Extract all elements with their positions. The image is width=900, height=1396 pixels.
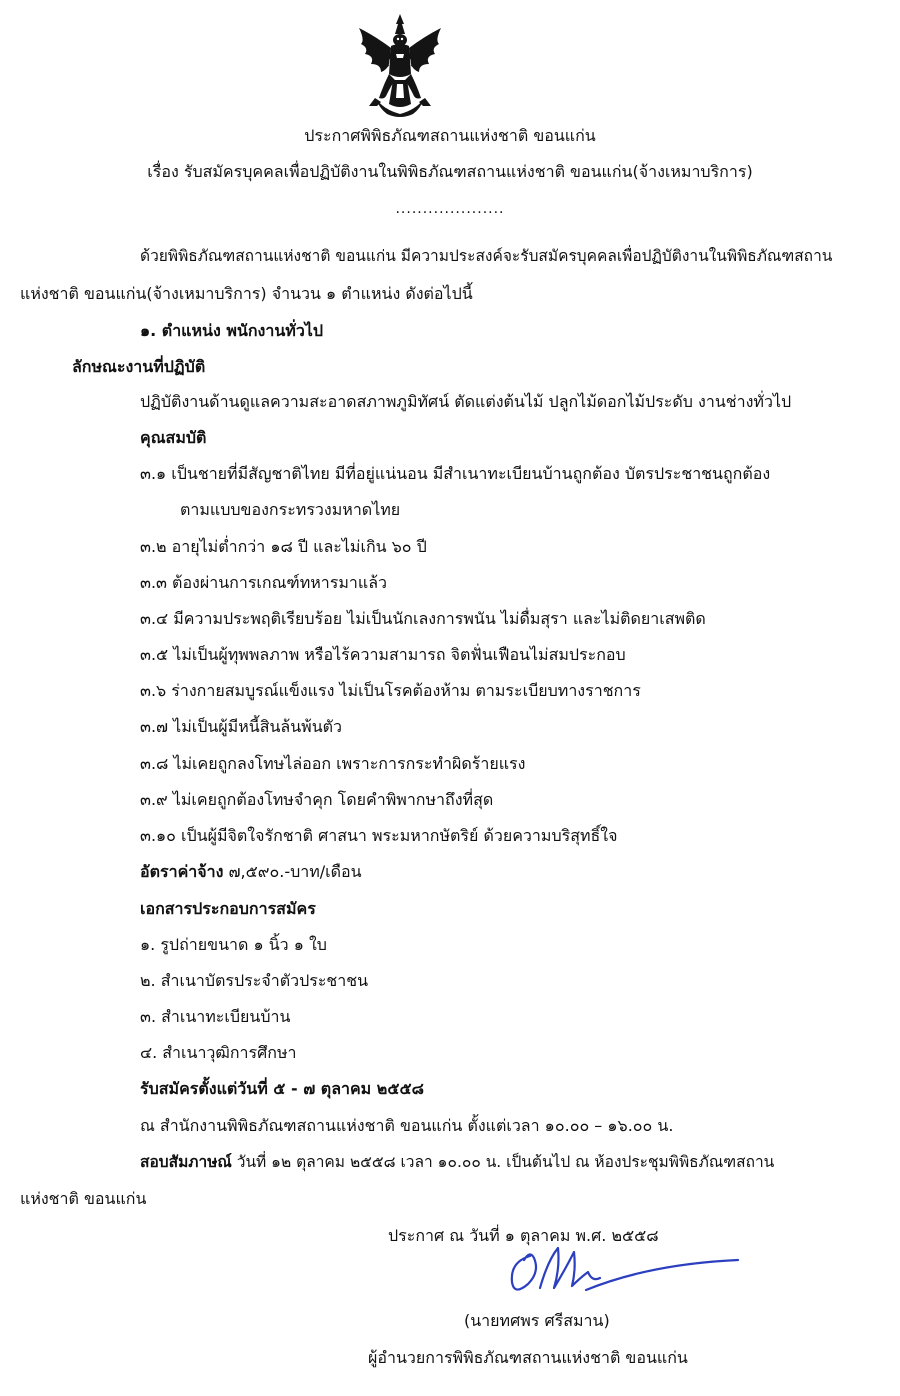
document-item: ๒. สำเนาบัตรประจำตัวประชาชน <box>140 971 369 990</box>
documents-heading: เอกสารประกอบการสมัคร <box>140 899 316 918</box>
position-label: ๑. ตำแหน่ง พนักงานทั่วไป <box>140 321 323 340</box>
qualification-item: ๓.๕ ไม่เป็นผู้ทุพพลภาพ หรือไร้ความสามารถ จิตฟั่นเฟือนไม่สมประกอบ <box>140 645 626 664</box>
document-item: ๑. รูปถ่ายขนาด ๑ นิ้ว ๑ ใบ <box>140 935 327 954</box>
qualification-item: ๓.๑๐ เป็นผู้มีจิตใจรักชาติ ศาสนา พระมหากษัตริย์ ด้วยความบริสุทธิ์ใจ <box>140 826 618 845</box>
garuda-emblem-icon <box>355 14 445 120</box>
announcement-date: ประกาศ ณ วันที่ ๑ ตุลาคม พ.ศ. ๒๕๕๘ <box>388 1226 659 1245</box>
interview-text: วันที่ ๑๒ ตุลาคม ๒๕๕๘ เวลา ๑๐.๐๐ น. เป็นต้นไป ณ ห้องประชุมพิพิธภัณฑสถาน <box>231 1153 775 1171</box>
wage-line <box>140 862 362 882</box>
qualification-item: ๓.๑ เป็นชายที่มีสัญชาติไทย มีที่อยู่แน่นอน มีสำเนาทะเบียนบ้านถูกต้อง บัตรประชาชนถูกต้อง <box>140 464 771 483</box>
interview-label: สอบสัมภาษณ์ <box>140 1153 232 1171</box>
header-separator: .................... <box>395 201 505 217</box>
signer-name: (นายทศพร ศรีสมาน) <box>464 1311 610 1330</box>
qualification-item: ๓.๗ ไม่เป็นผู้มีหนี้สินล้นพ้นตัว <box>140 717 343 736</box>
announcement-subject: เรื่อง รับสมัครบุคคลเพื่อปฏิบัติงานในพิพิธภัณฑสถานแห่งชาติ ขอนแก่น(จ้างเหมาบริการ) <box>147 162 753 181</box>
qualification-item: ๓.๖ ร่างกายสมบูรณ์แข็งแรง ไม่เป็นโรคต้องห้าม ตามระเบียบทางราชการ <box>140 681 641 700</box>
qualification-item: ๓.๔ มีความประพฤติเรียบร้อย ไม่เป็นนักเลงการพนัน ไม่ดื่มสุรา และไม่ติดยาเสพติด <box>140 609 706 628</box>
signature-image <box>500 1238 745 1302</box>
wage-value: ๗,๕๙๐.-บาท/เดือน <box>223 862 362 881</box>
wage-label: อัตราค่าจ้าง <box>140 862 224 881</box>
qualification-item: ๓.๙ ไม่เคยถูกต้องโทษจำคุก โดยคำพิพากษาถึงที่สุด <box>140 790 494 809</box>
qualification-item: ๓.๘ ไม่เคยถูกลงโทษไล่ออก เพราะการกระทำผิดร้ายแรง <box>140 754 526 773</box>
duties-text: ปฏิบัติงานด้านดูแลความสะอาดสภาพภูมิทัศน์ ตัดแต่งต้นไม้ ปลูกไม้ดอกไม้ประดับ งานช่างทั่วไป <box>140 392 792 411</box>
interview-line <box>140 1152 774 1172</box>
document-item: ๔. สำเนาวุฒิการศึกษา <box>140 1043 297 1062</box>
qualification-item: ๓.๒ อายุไม่ต่ำกว่า ๑๘ ปี และไม่เกิน ๖๐ ปี <box>140 537 427 556</box>
announcement-title: ประกาศพิพิธภัณฑสถานแห่งชาติ ขอนแก่น <box>304 126 596 145</box>
duties-heading: ลักษณะงานที่ปฏิบัติ <box>72 357 206 376</box>
intro-line-1: ด้วยพิพิธภัณฑสถานแห่งชาติ ขอนแก่น มีความประสงค์จะรับสมัครบุคคลเพื่อปฏิบัติงานในพิพิธภัณฑสถาน <box>140 247 833 265</box>
signer-role: ผู้อำนวยการพิพิธภัณฑสถานแห่งชาติ ขอนแก่น <box>368 1348 688 1367</box>
qualification-item: ๓.๓ ต้องผ่านการเกณฑ์ทหารมาแล้ว <box>140 573 388 592</box>
qualification-item-cont: ตามแบบของกระทรวงมหาดไทย <box>180 500 401 519</box>
intro-line-2: แห่งชาติ ขอนแก่น(จ้างเหมาบริการ) จำนวน ๑ ตำแหน่ง ดังต่อไปนี้ <box>20 284 473 303</box>
application-heading: รับสมัครตั้งแต่วันที่ ๕ - ๗ ตุลาคม ๒๕๕๘ <box>140 1079 424 1098</box>
interview-line-cont: แห่งชาติ ขอนแก่น <box>20 1189 147 1208</box>
document-item: ๓. สำเนาทะเบียนบ้าน <box>140 1007 291 1026</box>
application-location: ณ สำนักงานพิพิธภัณฑสถานแห่งชาติ ขอนแก่น ตั้งแต่เวลา ๑๐.๐๐ – ๑๖.๐๐ น. <box>140 1116 674 1135</box>
qualifications-heading: คุณสมบัติ <box>140 428 207 447</box>
